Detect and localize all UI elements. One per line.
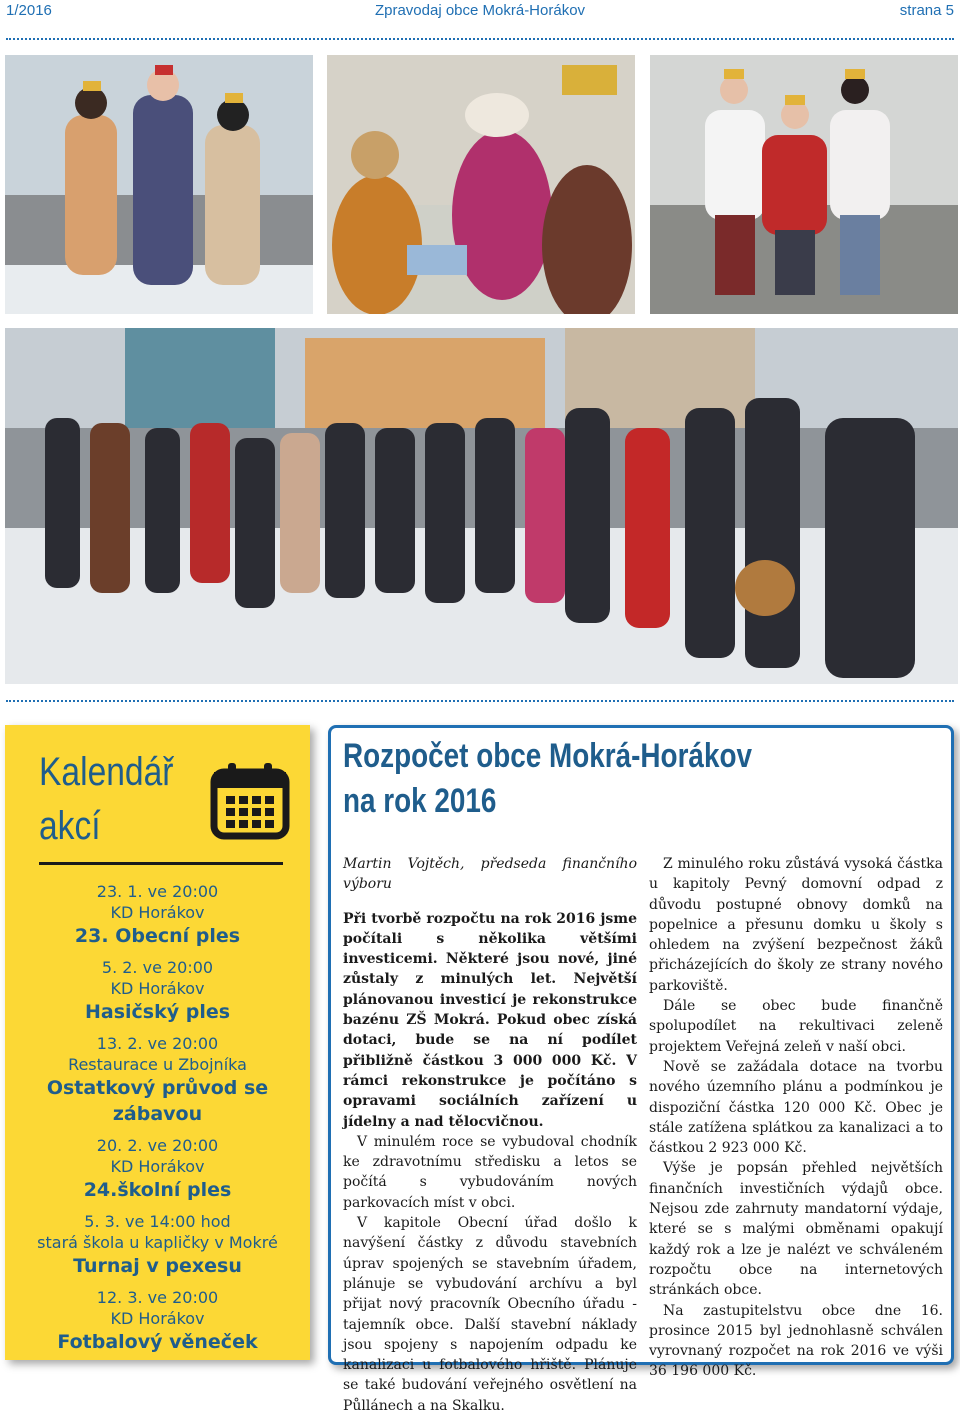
article-paragraph: Nově se zažádala dotace na tvorbu nového územního plánu a podmínkou je dispoziční částka 120 000 Kč. Obec je stále zatížena splátkou za kanalizaci a to částkou 2 923 000 Kč. bbox=[649, 1058, 943, 1157]
calendar-title: Kalendář akcí bbox=[39, 750, 174, 848]
event-calendar bbox=[5, 725, 310, 1360]
issue-number: 1/2016 bbox=[6, 2, 52, 19]
dotted-divider bbox=[6, 700, 954, 702]
article-title: Rozpočet obce Mokrá-Horákov na rok 2016 bbox=[343, 737, 752, 820]
event-item bbox=[5, 881, 310, 949]
article-paragraph: Z minulého roku zůstává vysoká částka u kapitoly Pevný domovní odpad z důvodu postupné obnovy domků na popelnice a přesunu domku u školy s ohledem na zvýšení bezpečnost žáků přicházejících do školy ze strany nového parkoviště. bbox=[649, 856, 943, 994]
page-number: strana 5 bbox=[899, 2, 954, 19]
event-date: 13. 2. ve 20:00 bbox=[96, 1034, 219, 1053]
event-place: KD Horákov bbox=[110, 903, 205, 922]
event-date: 5. 3. ve 14:00 hod bbox=[84, 1212, 231, 1231]
dotted-divider bbox=[6, 38, 954, 40]
event-place: KD Horákov bbox=[110, 979, 205, 998]
article-lead: Při tvorbě rozpočtu na rok 2016 jsme počítali s několika většími investicemi. Některé jsou nové, jiné zůstaly z minulých let. Největší plánovanou investicí je rekonstrukce bazénu ZŠ Mokrá. Pokud obec získá dotaci, bude se na ní podílet přibližně částkou 3 000 000 Kč. V rámci rekonstrukce je počítáno s opravami sociálních zařízení u jídelny a nad tělocvičnou. bbox=[343, 910, 637, 1130]
event-date: 23. 1. ve 20:00 bbox=[96, 882, 219, 901]
event-date: 5. 2. ve 20:00 bbox=[101, 958, 214, 977]
event-name: 23. Obecní ples bbox=[74, 925, 241, 947]
event-place: KD Horákov bbox=[110, 1309, 205, 1328]
article-column-left bbox=[343, 854, 637, 1416]
photo-three-kings bbox=[650, 55, 958, 314]
photo-carolers-1 bbox=[5, 55, 313, 314]
calendar-icon bbox=[210, 760, 290, 840]
article-paragraph: V minulém roce se vybudoval chodník ke zdravotnímu středisku a letos se počítá s vybudováním nových parkovacích míst v obci. bbox=[343, 1133, 637, 1211]
event-item bbox=[5, 957, 310, 1025]
article-column-right bbox=[649, 854, 943, 1382]
event-list bbox=[5, 881, 310, 1363]
event-name: Turnaj v pexesu bbox=[73, 1255, 242, 1277]
article-author: Martin Vojtěch, předseda finančního výboru bbox=[343, 856, 637, 893]
article-paragraph: Dále se obec bude finančně spolupodílet na rekultivaci zeleně projektem Veřejná zeleň v naší obci. bbox=[649, 998, 943, 1055]
newsletter-title: Zpravodaj obce Mokrá-Horákov bbox=[374, 2, 586, 19]
event-item bbox=[5, 1135, 310, 1203]
event-item bbox=[5, 1287, 310, 1355]
calendar-divider bbox=[39, 862, 283, 865]
article-paragraph: Na zastupitelstvu obce dne 16. prosince 2015 byl jednohlasně schválen vyrovnaný rozpočet na rok 2016 ve výši 36 196 000 Kč. bbox=[649, 1302, 943, 1380]
event-name: Fotbalový věneček bbox=[57, 1331, 258, 1353]
article-paragraph: Výše je popsán přehled největších finančních investičních výdajů obce. Nejsou zde zahrnuty mandatorní výdaje, které se s malými obměnami opakují každý rok a lze je nalézt ve schváleném rozpočtu obce na internetových stránkách obce. bbox=[649, 1160, 943, 1299]
page-header bbox=[0, 0, 960, 22]
event-name: Hasičský ples bbox=[84, 1001, 231, 1023]
event-name: 24.školní ples bbox=[83, 1179, 232, 1201]
photo-children-table bbox=[327, 55, 635, 314]
event-place: KD Horákov bbox=[110, 1157, 205, 1176]
event-date: 20. 2. ve 20:00 bbox=[96, 1136, 219, 1155]
event-name: Ostatkový průvod se zábavou bbox=[46, 1077, 269, 1125]
event-place: stará škola u kapličky v Mokré bbox=[37, 1233, 278, 1252]
budget-article bbox=[328, 725, 954, 1414]
article-paragraph: V kapitole Obecní úřad došlo k navýšení částky z důvodu stavebních úprav spojených se stavebním úřadem, plánuje se vybudování archívu a byl přijat nový pracovník Obecního úřadu - tajemník obce. Další stavební náklady jsou spojeny s napojením odpadu ke kanalizaci u fotbalového hřiště. Plánuje se také budování veřejného osvětlení na Půllánech a na Skalku. bbox=[343, 1215, 637, 1414]
event-item bbox=[5, 1033, 310, 1127]
event-place: Restaurace u Zbojníka bbox=[68, 1055, 247, 1074]
photo-group-winter bbox=[5, 328, 958, 684]
event-date: 12. 3. ve 20:00 bbox=[96, 1288, 219, 1307]
event-item bbox=[5, 1211, 310, 1279]
